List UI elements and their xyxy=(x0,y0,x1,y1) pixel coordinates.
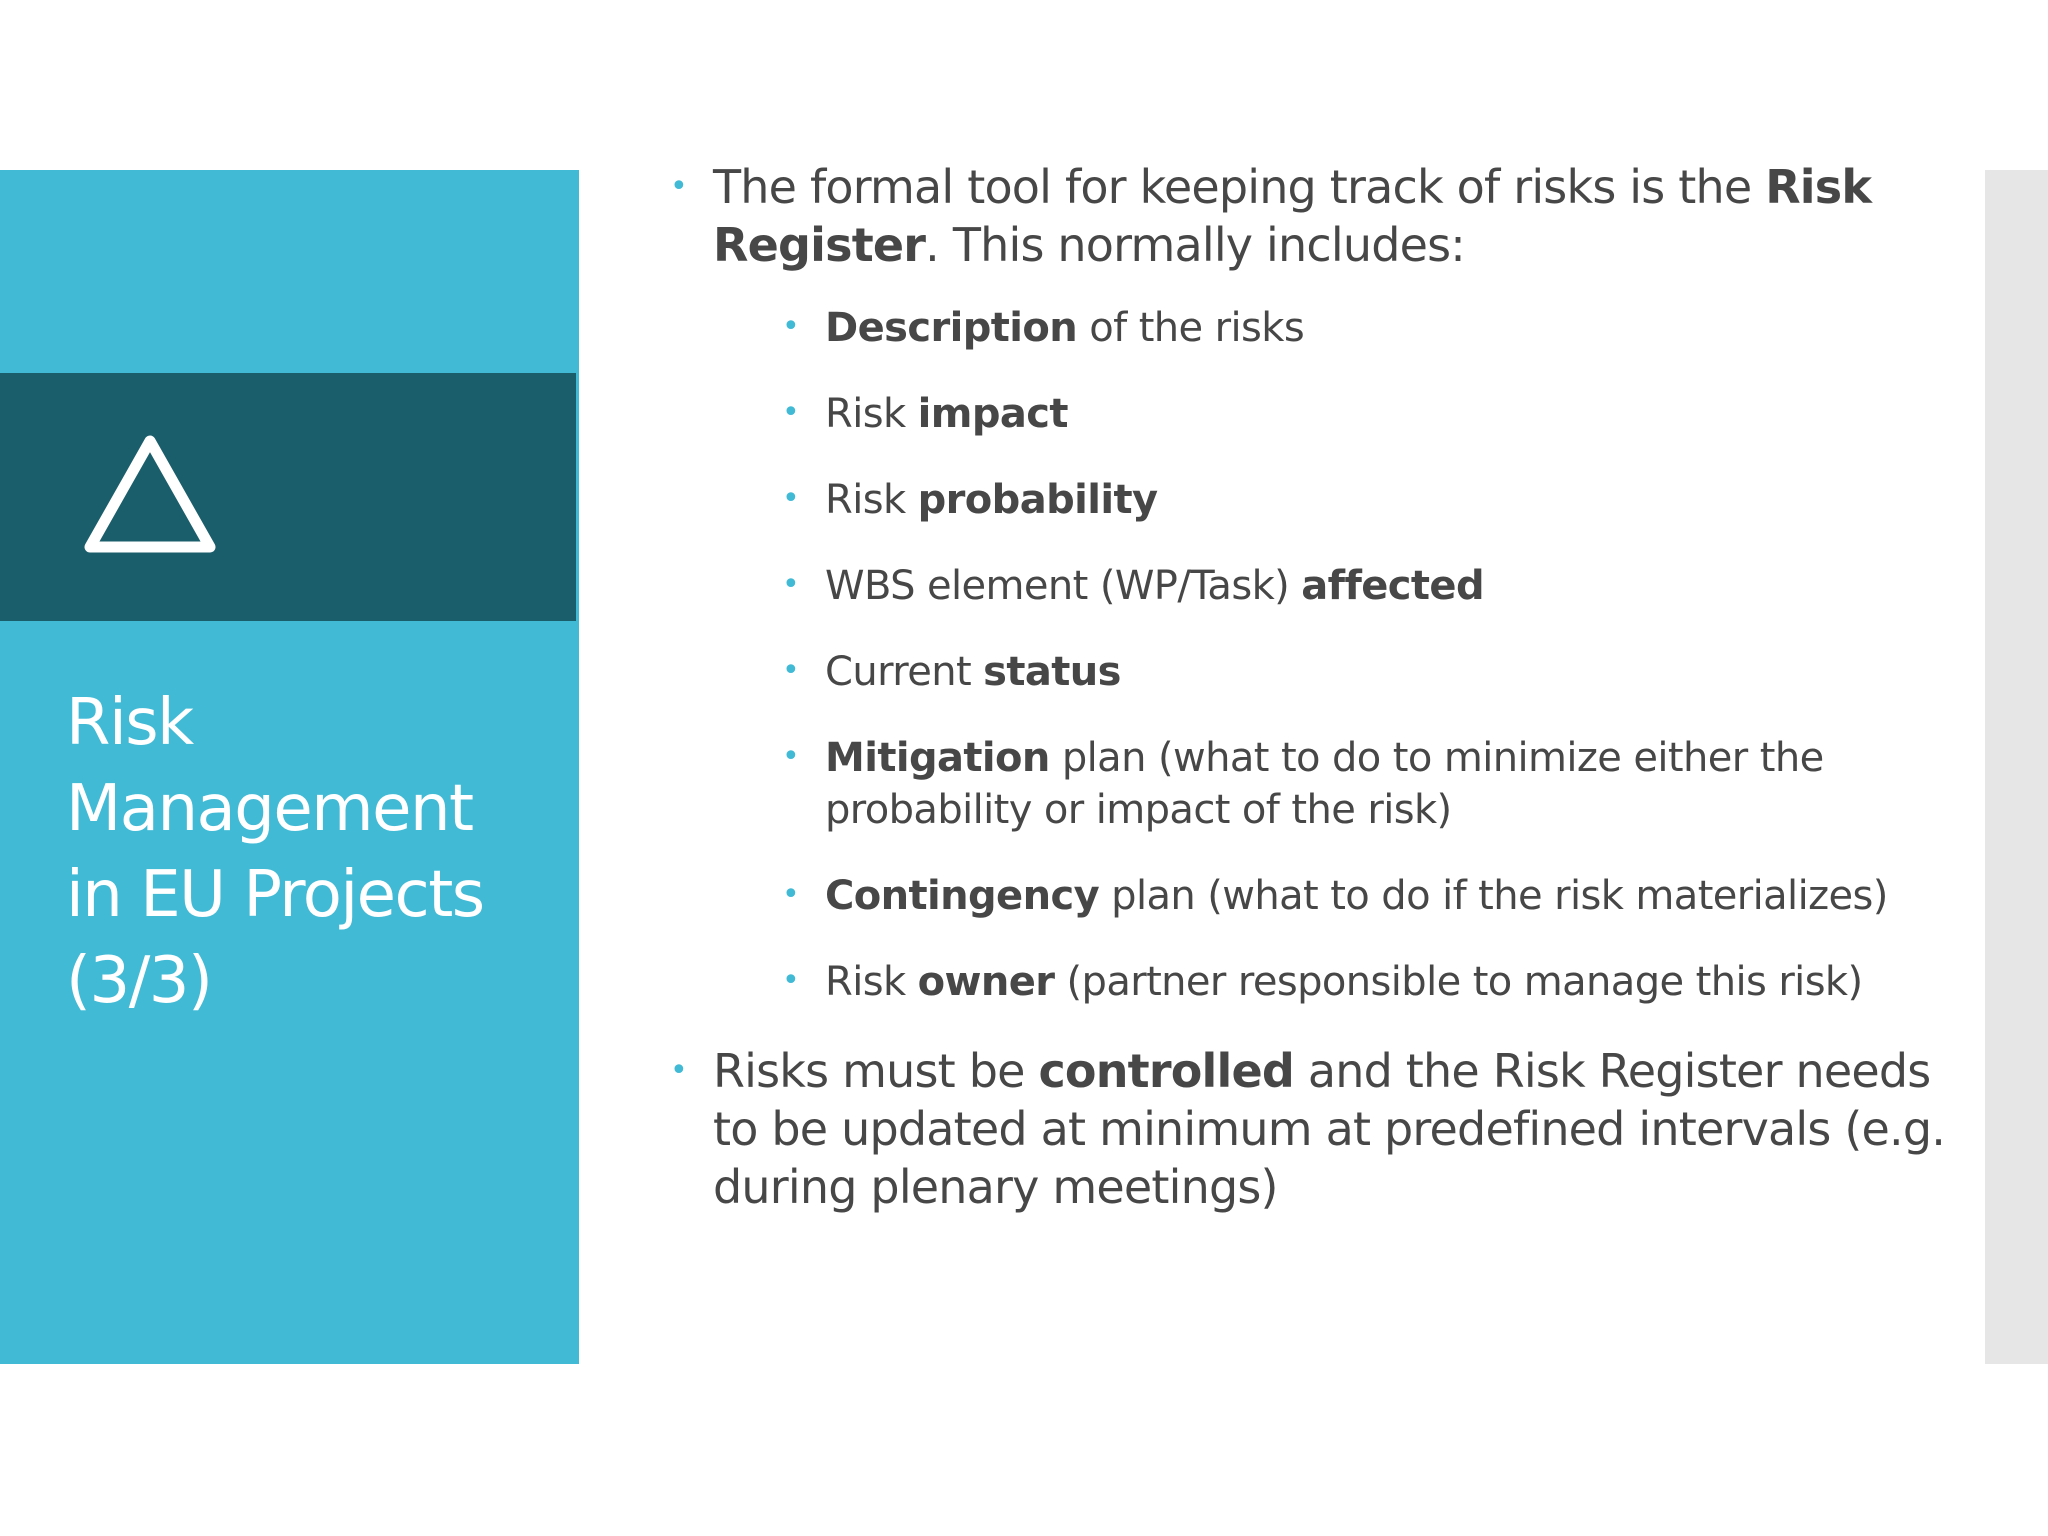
icon-band xyxy=(0,373,576,621)
main-bullet-risk-register xyxy=(670,158,1970,274)
bullet-dot-icon: • xyxy=(782,567,800,602)
list-item xyxy=(782,732,1970,836)
bullet-bold: Risk Register xyxy=(713,160,1872,272)
item-text: Current xyxy=(825,649,984,695)
bullet-text: The formal tool for keeping track of risks is the xyxy=(713,160,1766,214)
slide-content xyxy=(670,158,1970,1216)
list-item xyxy=(782,560,1970,612)
title-line: Risk xyxy=(66,686,193,760)
bullet-dot-icon: • xyxy=(782,877,800,912)
item-text: Risk xyxy=(825,477,918,523)
item-text: of the risks xyxy=(1077,305,1305,351)
item-text: plan (what to do to minimize either the probability or impact of the risk) xyxy=(825,735,1824,833)
title-line: in EU Projects xyxy=(66,858,484,932)
item-bold: owner xyxy=(917,959,1055,1005)
list-item xyxy=(782,302,1970,354)
item-bold: status xyxy=(983,649,1121,695)
title-line: Management xyxy=(66,772,473,846)
triangle-outline-icon xyxy=(80,431,220,561)
bullet-dot-icon: • xyxy=(670,1053,687,1088)
list-item xyxy=(782,474,1970,526)
item-bold: Contingency xyxy=(825,873,1100,919)
item-bold: Mitigation xyxy=(825,735,1050,781)
bullet-text: . This normally includes: xyxy=(925,218,1465,272)
bullet-bold: controlled xyxy=(1038,1044,1295,1098)
item-bold: impact xyxy=(917,391,1068,437)
item-bold: affected xyxy=(1301,563,1484,609)
item-text: WBS element (WP/Task) xyxy=(825,563,1302,609)
bullet-dot-icon: • xyxy=(782,309,800,344)
item-text: Risk xyxy=(825,391,918,437)
slide-title xyxy=(66,680,566,1024)
bullet-dot-icon: • xyxy=(782,481,800,516)
main-bullet-risk-control xyxy=(670,1042,1970,1216)
bullet-dot-icon: • xyxy=(670,169,687,204)
risk-register-items xyxy=(782,302,1970,1008)
list-item xyxy=(782,646,1970,698)
list-item xyxy=(782,870,1970,922)
item-text: (partner responsible to manage this risk) xyxy=(1054,959,1863,1005)
bullet-dot-icon: • xyxy=(782,963,800,998)
item-text: Risk xyxy=(825,959,918,1005)
item-text: plan (what to do if the risk materializes) xyxy=(1099,873,1888,919)
title-line: (3/3) xyxy=(66,944,212,1018)
item-bold: probability xyxy=(917,477,1158,523)
item-bold: Description xyxy=(825,305,1078,351)
bullet-dot-icon: • xyxy=(782,395,800,430)
bullet-dot-icon: • xyxy=(782,653,800,688)
list-item xyxy=(782,956,1970,1008)
bullet-dot-icon: • xyxy=(782,739,800,774)
right-edge-strip xyxy=(1985,170,2048,1364)
bullet-text: Risks must be xyxy=(713,1044,1039,1098)
bullet-text: and the Risk Register needs to be updated at minimum at predefined intervals (e.g. during plenary meetings) xyxy=(713,1044,1946,1214)
list-item xyxy=(782,388,1970,440)
